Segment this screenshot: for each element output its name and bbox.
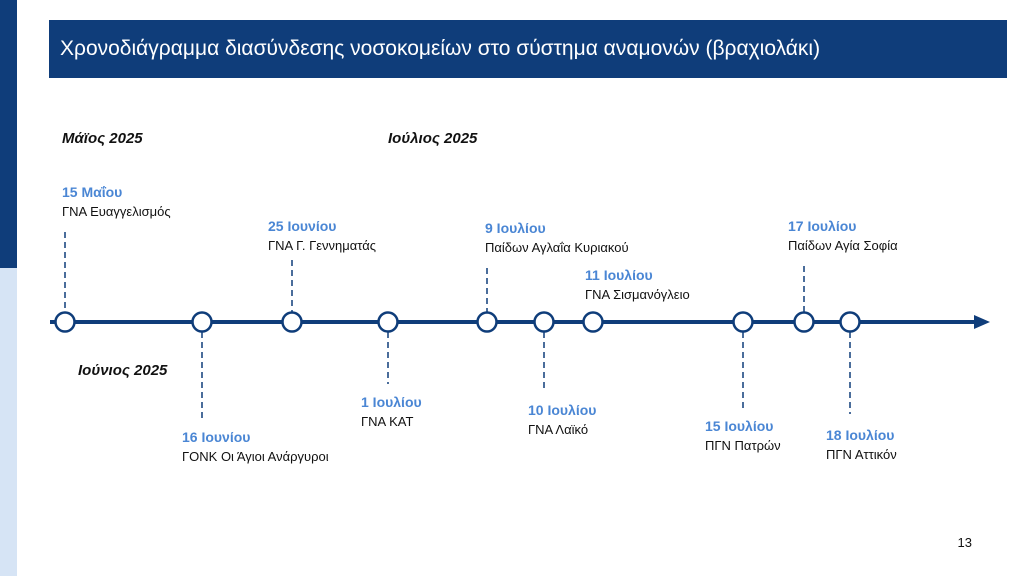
month-label-may: Μάϊος 2025 <box>62 130 143 147</box>
event-9-july <box>485 219 629 257</box>
event-hospital: ΓΝΑ ΚΑΤ <box>361 414 414 429</box>
event-hospital: ΓΝΑ Γ. Γεννηματάς <box>268 238 376 253</box>
event-date: 1 Ιουλίου <box>361 394 422 410</box>
event-hospital: ΓΝΑ Λαϊκό <box>528 422 589 437</box>
event-17-july <box>788 217 898 255</box>
event-hospital: ΠΓΝ Πατρών <box>705 438 781 453</box>
timeline-node-11-july <box>584 313 603 332</box>
timeline-node-10-july <box>535 313 554 332</box>
page-number: 13 <box>957 535 972 550</box>
event-date: 15 Ιουλίου <box>705 418 774 434</box>
timeline-node-15-may <box>56 313 75 332</box>
event-11-july <box>585 266 690 304</box>
timeline-node-25-june <box>283 313 302 332</box>
event-18-july <box>826 426 897 464</box>
event-date: 18 Ιουλίου <box>826 427 895 443</box>
event-date: 15 Μαΐου <box>62 184 123 200</box>
event-date: 17 Ιουλίου <box>788 218 857 234</box>
event-date: 10 Ιουλίου <box>528 402 597 418</box>
timeline-node-17-july <box>795 313 814 332</box>
event-15-july <box>705 417 781 455</box>
event-date: 11 Ιουλίου <box>585 267 653 283</box>
event-date: 9 Ιουλίου <box>485 220 546 236</box>
event-1-july <box>361 393 422 431</box>
event-16-june <box>182 428 329 466</box>
month-label-june: Ιούνιος 2025 <box>78 362 168 379</box>
month-label-july: Ιούλιος 2025 <box>388 130 478 147</box>
event-date: 25 Ιουνίου <box>268 218 337 234</box>
event-hospital: Παίδων Αγία Σοφία <box>788 238 898 253</box>
event-hospital: Παίδων Αγλαΐα Κυριακού <box>485 240 629 255</box>
event-hospital: ΓΝΑ Ευαγγελισμός <box>62 204 171 219</box>
event-date: 16 Ιουνίου <box>182 429 251 445</box>
event-15-may <box>62 183 171 221</box>
event-hospital: ΓΟΝΚ Οι Άγιοι Ανάργυροι <box>182 449 329 464</box>
event-10-july <box>528 401 596 439</box>
timeline-node-18-july <box>841 313 860 332</box>
timeline-node-15-july <box>734 313 753 332</box>
timeline-node-9-july <box>478 313 497 332</box>
timeline-node-1-july <box>379 313 398 332</box>
timeline-arrowhead <box>974 315 990 329</box>
event-25-june <box>268 217 376 255</box>
timeline-node-16-june <box>193 313 212 332</box>
event-hospital: ΓΝΑ Σισμανόγλειο <box>585 287 690 302</box>
event-hospital: ΠΓΝ Αττικόν <box>826 447 897 462</box>
slide-title: Χρονοδιάγραμμα διασύνδεσης νοσοκομείων στο σύστημα αναμονών (βραχιολάκι) <box>60 37 821 60</box>
